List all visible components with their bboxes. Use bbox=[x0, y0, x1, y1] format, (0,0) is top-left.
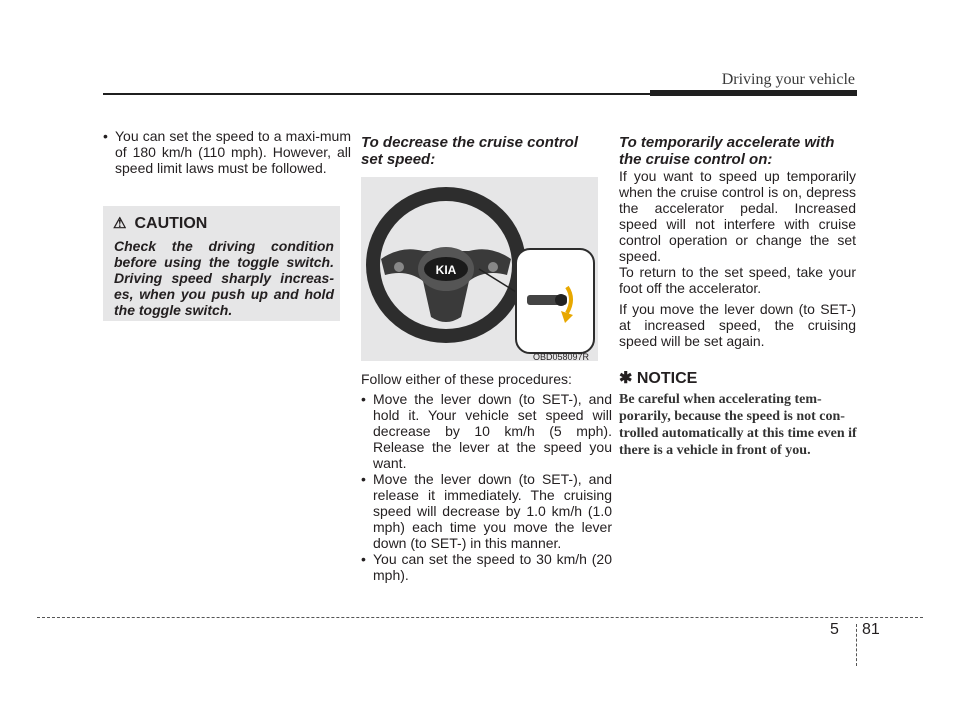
notice-star-icon: ✱ bbox=[619, 370, 633, 387]
accelerate-paragraph: If you want to speed up temporarily when the cruise control is on, depress the accelerator pedal. Increased speed will not interfere with cruise control operation or change the set speed. bbox=[619, 168, 856, 264]
caution-title: CAUTION bbox=[134, 215, 208, 232]
list-item: • Move the lever down (to SET-), and release it immediately. The cruising speed will decrease by 1.0 km/h (1.0 mph) each time you move the lever down (to SET-) in this manner. bbox=[361, 471, 612, 551]
notice-heading bbox=[619, 368, 697, 388]
warning-triangle-icon: ⚠ bbox=[113, 215, 127, 232]
notice-text: Be careful when accelerating tem-porarily, because the speed is not con-trolled automatically at this time even if there is a vehicle in front of you. bbox=[619, 392, 857, 458]
footer-rule bbox=[37, 617, 923, 618]
caution-heading bbox=[113, 214, 207, 233]
notice-title: NOTICE bbox=[636, 370, 698, 387]
footer-separator bbox=[856, 624, 857, 666]
steering-wheel-illustration bbox=[361, 177, 598, 361]
svg-text:KIA: KIA bbox=[435, 263, 457, 277]
caution-text: Check the driving condition before using the toggle switch. Driving speed sharply increas-es, when you push up and hold the toggle switch. bbox=[114, 238, 334, 318]
decrease-speed-heading: To decrease the cruise control set speed: bbox=[361, 134, 579, 168]
set-again-paragraph: If you move the lever down (to SET-) at increased speed, the cruising speed will be set again. bbox=[619, 301, 856, 349]
accelerate-heading: To temporarily accelerate with the cruise control on: bbox=[619, 134, 835, 168]
running-header: Driving your vehicle bbox=[721, 71, 855, 88]
section-number: 5 bbox=[830, 621, 839, 638]
list-item: • Move the lever down (to SET-), and hold it. Your vehicle set speed will decrease by 10 km/h (5 mph). Release the lever at the speed you want. bbox=[361, 391, 612, 471]
max-speed-bullet: • You can set the speed to a maxi-mum of 180 km/h (110 mph). However, all speed limit laws must be followed. bbox=[103, 128, 351, 176]
header-accent-bar bbox=[650, 90, 857, 96]
figure-code: OBD058097R bbox=[533, 352, 590, 362]
return-speed-paragraph: To return to the set speed, take your foot off the accelerator. bbox=[619, 264, 856, 296]
page-number: 81 bbox=[862, 621, 880, 638]
steering-wheel-figure bbox=[361, 177, 598, 361]
procedures-intro: Follow either of these procedures: bbox=[361, 371, 572, 387]
list-item: • You can set the speed to 30 km/h (20 mph). bbox=[361, 551, 612, 583]
